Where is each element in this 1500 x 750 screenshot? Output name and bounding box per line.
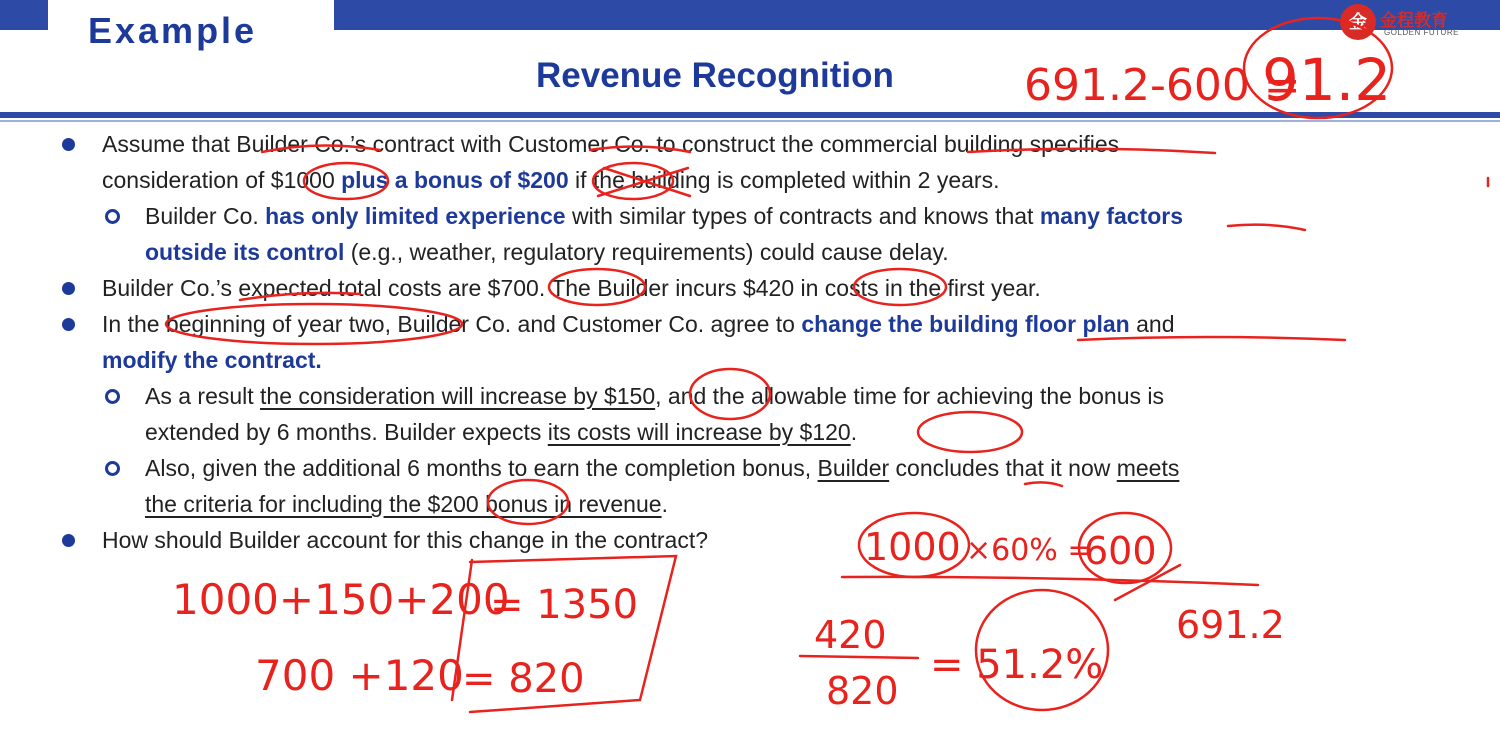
- ink-top-calc: 691.2-600 =: [1024, 60, 1301, 111]
- ink-calc-3-b: ×60% =: [966, 533, 1093, 568]
- text: outside its control: [145, 239, 345, 265]
- text: .: [850, 419, 858, 445]
- text: In the beginning of year two, Builder Co. and Customer Co. agree to: [102, 311, 802, 337]
- sub-bullet-dot: [105, 389, 120, 404]
- text: concludes that it now: [889, 455, 1117, 481]
- sub-bullet-dot: [105, 209, 120, 224]
- text: .: [661, 491, 668, 517]
- bullet-2-line: Builder Co.’s expected total costs are $700. The Builder incurs $420 in costs in the first year.: [102, 275, 1041, 301]
- text: Also, given the additional 6 months to earn the completion bonus,: [145, 455, 818, 481]
- logo: [1338, 4, 1498, 42]
- ink-calc-2: 700 +120: [255, 651, 464, 700]
- bullet-1-line-2: [102, 165, 999, 195]
- bullet-1-line-1: [102, 129, 1119, 159]
- ink-line: [452, 560, 472, 700]
- text: extended by 6 months. Builder expects: [145, 419, 548, 445]
- text: many factors: [1039, 203, 1184, 229]
- text: Builder: [817, 455, 890, 481]
- text: meets: [1116, 455, 1180, 481]
- ink-top-result: 91.2: [1262, 46, 1392, 114]
- text: its costs will increase by $120: [547, 419, 851, 445]
- bonus-text: plus a bonus of $200: [341, 167, 569, 193]
- page-title: Revenue Recognition: [536, 56, 894, 95]
- logo-text: 金程教育: [1380, 11, 1448, 30]
- ink-fraction-denominator: 820: [826, 669, 899, 713]
- logo-mark-icon: 金: [1340, 4, 1376, 40]
- ink-fraction-bar: [800, 656, 918, 658]
- ink-calc-2-result: = 820: [462, 656, 585, 702]
- ink-circle: [859, 513, 969, 577]
- ink-underline: [1228, 225, 1305, 230]
- header-divider: [0, 112, 1500, 118]
- ink-calc-1-result: = 1350: [490, 582, 639, 628]
- text: commercial building: [820, 131, 1024, 157]
- ink-calc-3-c: 600: [1084, 529, 1157, 573]
- text: Builder Co.: [145, 203, 266, 229]
- ink-fraction-result: = 51.2%: [930, 642, 1104, 688]
- text: if the building is completed within 2 years.: [568, 167, 1000, 193]
- bullet-dot: [62, 282, 75, 295]
- text: Assume that: [102, 131, 237, 157]
- ink-circle: [918, 412, 1022, 452]
- text: specifies: [1023, 131, 1120, 157]
- header-divider-thin: [0, 120, 1500, 122]
- sub-bullet-3-1-line-1: [145, 381, 1164, 411]
- text: the consideration will increase by $150: [260, 383, 656, 409]
- example-title: Example: [88, 10, 258, 51]
- ink-circle: [1079, 513, 1171, 583]
- bullet-4-line: How should Builder account for this change in the contract?: [102, 527, 709, 553]
- text: with similar types of contracts and knows that: [565, 203, 1040, 229]
- sub-bullet-3-2-line-1: [145, 453, 1179, 483]
- ink-calc-1: 1000+150+200: [172, 575, 510, 624]
- text: and: [1129, 311, 1175, 337]
- sub-bullet-3-1-line-2: [145, 417, 857, 447]
- text: As a result: [145, 383, 261, 409]
- text: (e.g., weather, regulatory requirements) could cause delay.: [344, 239, 949, 265]
- ink-line: [842, 577, 1258, 585]
- bullet-3-line-2: modify the contract.: [102, 347, 322, 373]
- ink-fraction-numerator: 420: [814, 613, 887, 657]
- ink-box: [470, 556, 676, 712]
- text: consideration of $1000: [102, 167, 342, 193]
- text: contract with Customer Co. to construct the: [366, 131, 821, 157]
- sub-bullet-3-2-line-2: [145, 489, 668, 519]
- sub-bullet-1-line-2: [145, 237, 949, 267]
- bullet-dot: [62, 534, 75, 547]
- text: the criteria for including the $200 bonus in revenue: [145, 491, 662, 517]
- sub-bullet-dot: [105, 461, 120, 476]
- bullet-3-line-1: [102, 309, 1175, 339]
- text: , and the allowable time for achieving the bonus is: [655, 383, 1164, 409]
- ink-strike: [1115, 565, 1180, 600]
- ink-calc-3-a: 1000: [864, 525, 961, 569]
- text: has only limited experience: [265, 203, 566, 229]
- bullet-dot: [62, 138, 75, 151]
- ink-side-value: 691.2: [1176, 603, 1285, 647]
- sub-bullet-1-line-1: [145, 201, 1183, 231]
- text: change the building floor plan: [801, 311, 1130, 337]
- logo-subtitle: GOLDEN FUTURE: [1384, 28, 1459, 37]
- text: Builder Co.’s: [236, 131, 367, 157]
- bullet-dot: [62, 318, 75, 331]
- ink-circle: [976, 590, 1108, 710]
